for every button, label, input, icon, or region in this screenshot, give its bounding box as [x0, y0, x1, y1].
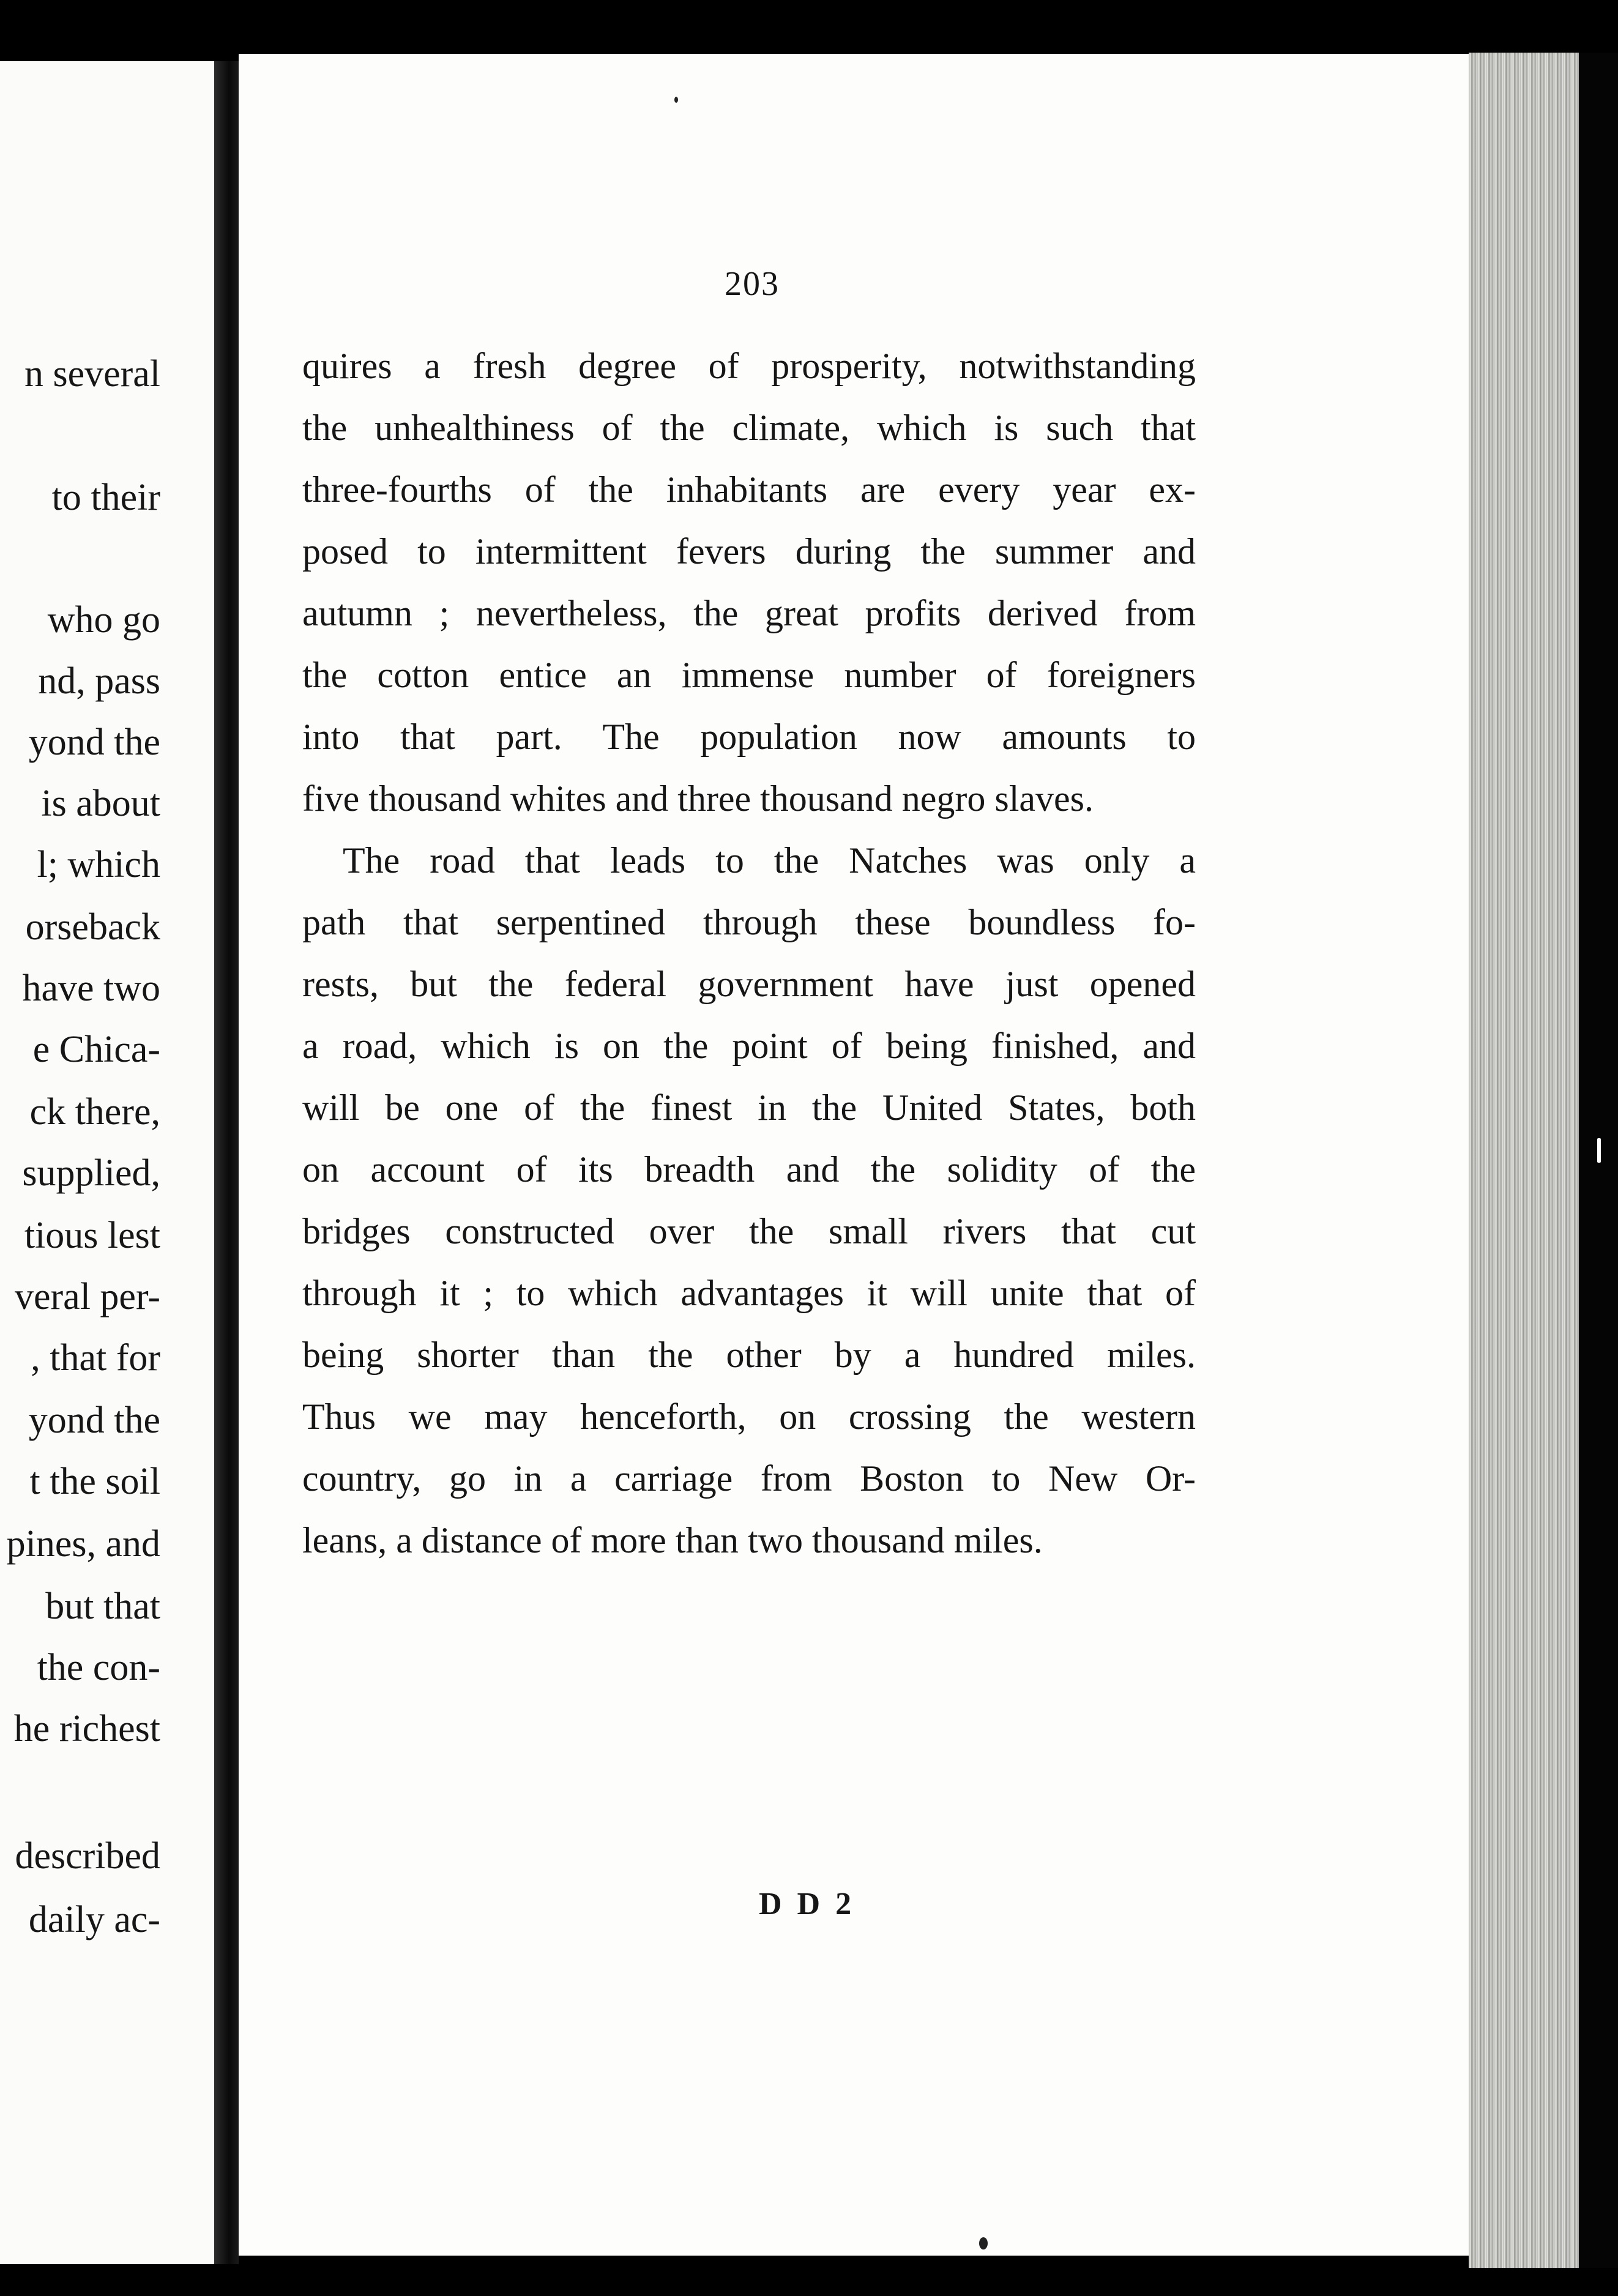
paper-speck: [674, 97, 678, 103]
text-line: will be one of the finest in the United States, both: [302, 1087, 1196, 1128]
text-line: through it ; to which advantages it will unite that of: [302, 1273, 1196, 1313]
paragraph-first-line: The road that leads to the Natches was only a: [343, 840, 1196, 881]
text-line: quires a fresh degree of prosperity, notwithstanding: [302, 346, 1196, 386]
text-line: being shorter than the other by a hundred miles.: [302, 1335, 1196, 1375]
text-line: the cotton entice an immense number of foreigners: [302, 655, 1196, 695]
left-page-line: orseback: [25, 906, 160, 948]
left-page-line: veral per-: [15, 1276, 160, 1318]
body-text: [302, 340, 1196, 1576]
left-page-line: pines, and: [6, 1523, 160, 1565]
left-page-line: supplied,: [22, 1152, 160, 1194]
paper-speck: [979, 2237, 988, 2249]
left-page-line: l; which: [37, 844, 160, 885]
text-line: five thousand whites and three thousand negro slaves.: [302, 778, 1094, 819]
left-page-line: yond the: [28, 1400, 160, 1441]
page-number: 203: [725, 265, 780, 303]
text-line: bridges constructed over the small rivers that cut: [302, 1211, 1196, 1251]
left-page-line: have two: [22, 967, 160, 1009]
left-page-line: daily ac-: [28, 1899, 160, 1940]
left-page-line: who go: [47, 599, 160, 641]
left-page-line: , that for: [31, 1337, 160, 1379]
text-line: three-fourths of the inhabitants are every year ex-: [302, 469, 1196, 510]
left-page-line: nd, pass: [38, 660, 160, 702]
text-line: leans, a distance of more than two thousand miles.: [302, 1520, 1043, 1560]
text-line: rests, but the federal government have just opened: [302, 964, 1196, 1004]
text-line: the unhealthiness of the climate, which is such that: [302, 408, 1196, 448]
left-page-line: e Chica-: [32, 1029, 160, 1070]
text-line: on account of its breadth and the solidity of the: [302, 1149, 1196, 1190]
page-fore-edge: [1469, 53, 1579, 2268]
left-page-line: yond the: [28, 721, 160, 763]
text-line: path that serpentined through these boundless fo-: [302, 902, 1196, 942]
text-line: posed to intermittent fevers during the summer and: [302, 531, 1196, 572]
left-page-line: he richest: [13, 1708, 160, 1750]
left-facing-page: [0, 61, 214, 2264]
left-page-line: but that: [45, 1586, 160, 1627]
book-gutter: [214, 61, 239, 2264]
left-page-line: tious lest: [24, 1215, 160, 1256]
text-line: country, go in a carriage from Boston to New Or-: [302, 1458, 1196, 1499]
left-page-line: described: [15, 1835, 160, 1877]
paper-speck: [1597, 1138, 1601, 1163]
left-page-line: is about: [41, 783, 160, 824]
left-page-line: n several: [24, 353, 160, 395]
text-line: Thus we may henceforth, on crossing the western: [302, 1396, 1196, 1437]
left-page-line: to their: [51, 477, 160, 518]
text-line: autumn ; nevertheless, the great profits derived from: [302, 593, 1196, 633]
signature-mark: D D 2: [759, 1887, 856, 1921]
text-line: into that part. The population now amounts to: [302, 717, 1196, 757]
left-page-line: t the soil: [29, 1461, 160, 1502]
left-page-line: ck there,: [29, 1091, 160, 1133]
left-page-line: the con-: [37, 1647, 160, 1688]
text-line: a road, which is on the point of being finished, and: [302, 1026, 1196, 1066]
